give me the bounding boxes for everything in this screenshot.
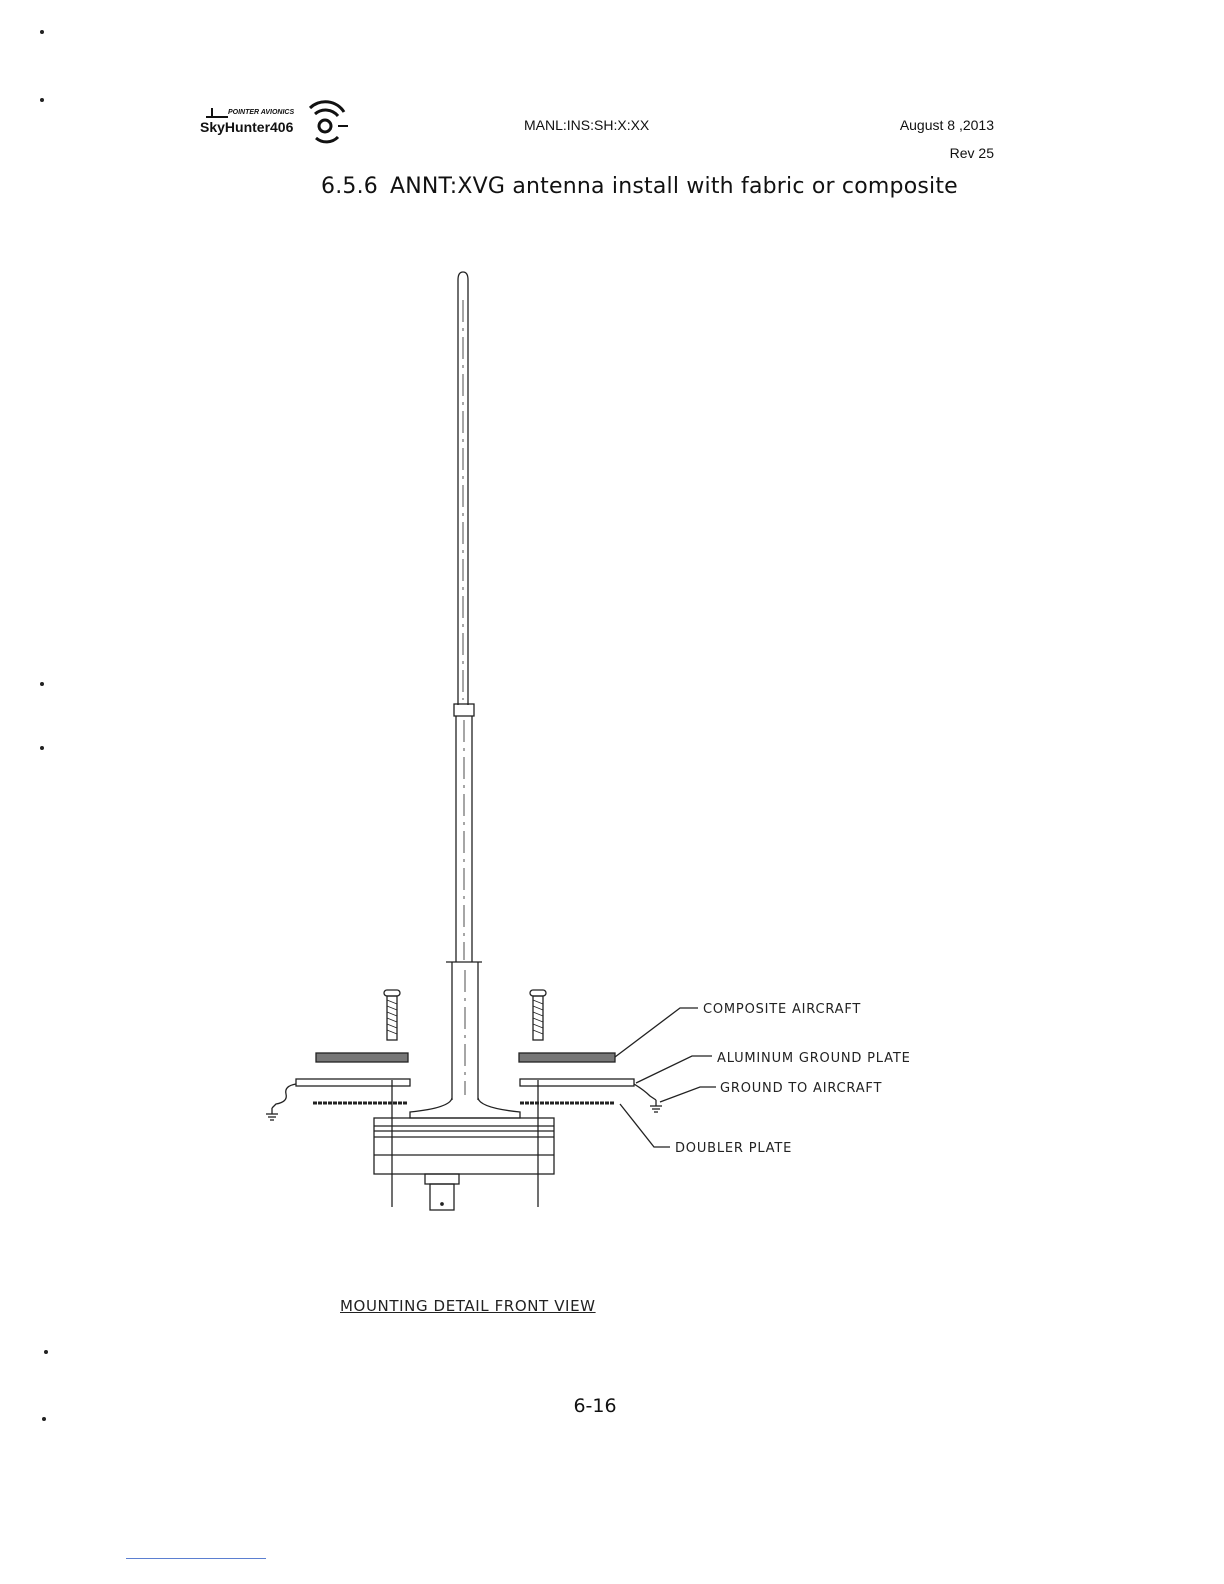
- footer-rule: [126, 1558, 266, 1559]
- antenna-lower-mast: [446, 962, 482, 1100]
- label-doubler-plate: DOUBLER PLATE: [675, 1141, 793, 1156]
- antenna-ferrule: [454, 704, 474, 716]
- ground-symbol-right: [634, 1084, 662, 1112]
- composite-skin-right: [519, 1053, 615, 1062]
- scan-speck: [44, 1350, 48, 1354]
- antenna-mast: [456, 716, 472, 962]
- ground-plate-left: [296, 1079, 410, 1086]
- scan-speck: [40, 682, 44, 686]
- logo-brand-text: POINTER AVIONICS: [228, 109, 295, 116]
- leader-composite: [615, 1008, 698, 1057]
- section-title: ANNT:XVG antenna install with fabric or composite: [389, 174, 958, 199]
- ground-symbol-left: [266, 1084, 296, 1120]
- label-composite-aircraft: COMPOSITE AIRCRAFT: [703, 1002, 862, 1017]
- document-date: August 8 ,2013: [899, 117, 994, 133]
- left-screw: [384, 990, 400, 1040]
- composite-skin-left: [316, 1053, 408, 1062]
- logo-product-text: SkyHunter406: [200, 119, 294, 135]
- label-aluminum-ground-plate: ALUMINUM GROUND PLATE: [717, 1051, 911, 1066]
- label-ground-to-aircraft: GROUND TO AIRCRAFT: [720, 1081, 883, 1096]
- antenna-base: [374, 1118, 554, 1174]
- page-number: 6-16: [573, 1395, 617, 1417]
- diagram-caption: MOUNTING DETAIL FRONT VIEW: [340, 1297, 596, 1315]
- scan-speck: [40, 30, 44, 34]
- scan-speck: [40, 98, 44, 102]
- antenna-whip: [458, 272, 468, 705]
- scan-speck: [42, 1417, 46, 1421]
- document-id: MANL:INS:SH:X:XX: [524, 117, 650, 133]
- scan-speck: [40, 746, 44, 750]
- leader-ground-aircraft: [660, 1087, 716, 1102]
- leader-ground-plate: [636, 1056, 712, 1083]
- antenna-foot: [410, 1098, 520, 1118]
- section-number: 6.5.6: [321, 174, 378, 199]
- right-screw: [530, 990, 546, 1040]
- bnc-connector: [425, 1174, 459, 1210]
- leader-doubler: [620, 1104, 670, 1147]
- ground-plate-right: [520, 1079, 634, 1086]
- document-revision: Rev 25: [949, 145, 994, 161]
